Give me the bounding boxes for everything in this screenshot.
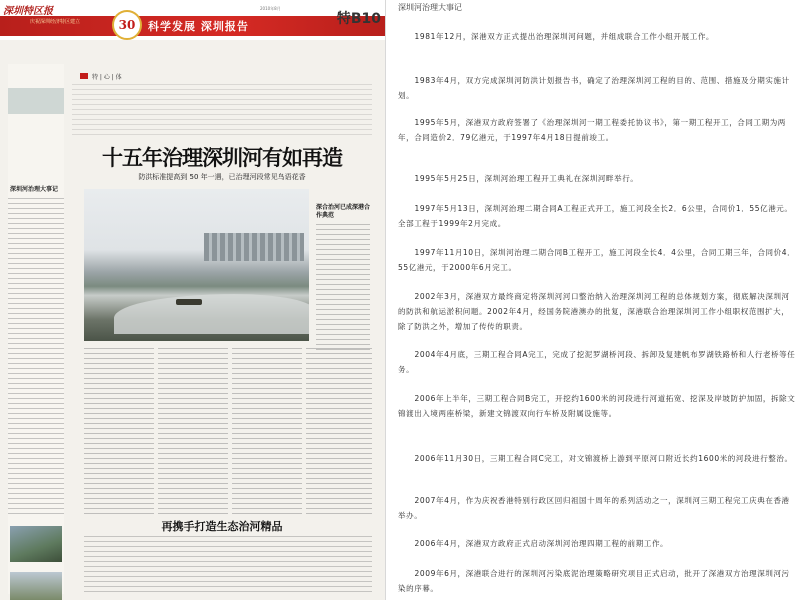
sidebar-heading: 深圳河治理大事记 (10, 186, 59, 193)
timeline-entry: 2006年上半年，三期工程合同B完工，开挖约1600米的河段进行河道拓宽、挖深及岸坡防护加固，拆除文锦渡出入境两座桥梁，新建文锦渡双向行车桥及附属设施等。 (398, 394, 796, 418)
timeline-entry: 2009年6月，深港联合进行的深圳河污染底泥治理策略研究项目正式启动，批开了深港双方治理深圳河污染的序幕。 (398, 569, 790, 593)
chronology-document (395, 0, 800, 600)
kicker-marker (80, 73, 88, 79)
river-surface (114, 294, 309, 334)
article-text-top (72, 84, 372, 136)
timeline-entry: 2006年11月30日，三期工程合同C完工，对文锦渡桥上游到平原河口附近长约1600米的河段进行整治。 (414, 454, 793, 463)
article-headline: 十五年治理深圳河有如再造 (102, 145, 342, 170)
issue-date: 2010年8月 (260, 6, 281, 11)
document-title: 深圳河治理大事记 (398, 3, 462, 12)
timeline-entry: 1981年12月，深港双方正式提出治理深圳河问题，并组成联合工作小组开展工作。 (414, 32, 715, 41)
timeline-entry: 2004年4月底，三期工程合同A完工，完成了挖泥罗湖桥河段、拆卸及复建帆布罗湖铁路桥和人行老桥等任务。 (398, 350, 796, 374)
timeline-entry: 1995年5月25日，深圳河治理工程开工典礼在深圳河畔举行。 (414, 174, 639, 183)
boat (176, 299, 202, 305)
bottom-headline: 再携手打造生态治河精品 (161, 520, 283, 533)
article-body-text (84, 348, 372, 518)
masthead-tagline: 庆祝深圳经济特区建立 (30, 19, 81, 25)
sidebar-text-block (8, 198, 64, 518)
timeline-entry: 2002年3月，深港双方最终商定将深圳河河口整治纳入治理深圳河工程的总体规划方案，彻底解决深圳河的防洪和航运淤积问题。2002年4月，经国务院港澳办的批复，深港联合治理深圳河工作小组职权范围扩大，除了防洪之外，增加了传传的职责。 (398, 292, 790, 331)
sidebar-thumbnail (8, 88, 64, 114)
newspaper-logo: 深圳特区报 (3, 6, 53, 17)
timeline-entry: 1997年11月10日，深圳河治理二期合同B工程开工，施工河段全长4．4公里，合同工期三年，合同价4．55亿港元，于2000年6月完工。 (398, 248, 796, 272)
sidebar-photo (10, 526, 62, 562)
main-article-column (72, 64, 372, 600)
article-subheadline: 防洪标准提高到 50 年一遇，已治理河段常见鸟语花香 (138, 173, 306, 181)
river-photo (84, 189, 309, 341)
city-skyline (204, 233, 304, 261)
timeline-entry: 2007年4月，作为庆祝香港特别行政区回归祖国十周年的系列活动之一，深圳河三期工程完工庆典在香港举办。 (398, 496, 790, 520)
page-number: 特B10 (336, 11, 381, 27)
newspaper-page (0, 0, 386, 600)
sidebar-photo-2 (10, 572, 62, 600)
timeline-entry: 1983年4月，双方完成深圳河防洪计划报告书，确定了治理深圳河工程的目的、范围、措施及分期实施计划。 (398, 76, 790, 100)
bottom-article-text (84, 536, 372, 594)
section-title: 科学发展 深圳报告 (148, 20, 249, 33)
anniversary-badge: 30 (112, 10, 142, 40)
timeline-entry: 1997年5月13日，深圳河治理二期合同A工程正式开工，施工河段全长2．6公里，合同价1．55亿港元。全部工程于1999年2月完成。 (398, 204, 793, 228)
masthead (0, 0, 385, 40)
timeline-entry: 1995年5月，深港双方政府签署了《治理深圳河一期工程委托协议书》，第一期工程开工，合同工期为两年，合同造价2．79亿港元，于1997年4月18日提前竣工。 (398, 118, 786, 142)
side-box-text (316, 224, 370, 354)
side-box-title: 深合治河已成深港合作典范 (316, 204, 371, 219)
article-kicker: 特 | 心 | 体 (92, 74, 122, 81)
timeline-entry: 2006年4月，深港双方政府正式启动深圳河治理四期工程的前期工作。 (414, 539, 669, 548)
left-sidebar-column (8, 64, 64, 594)
